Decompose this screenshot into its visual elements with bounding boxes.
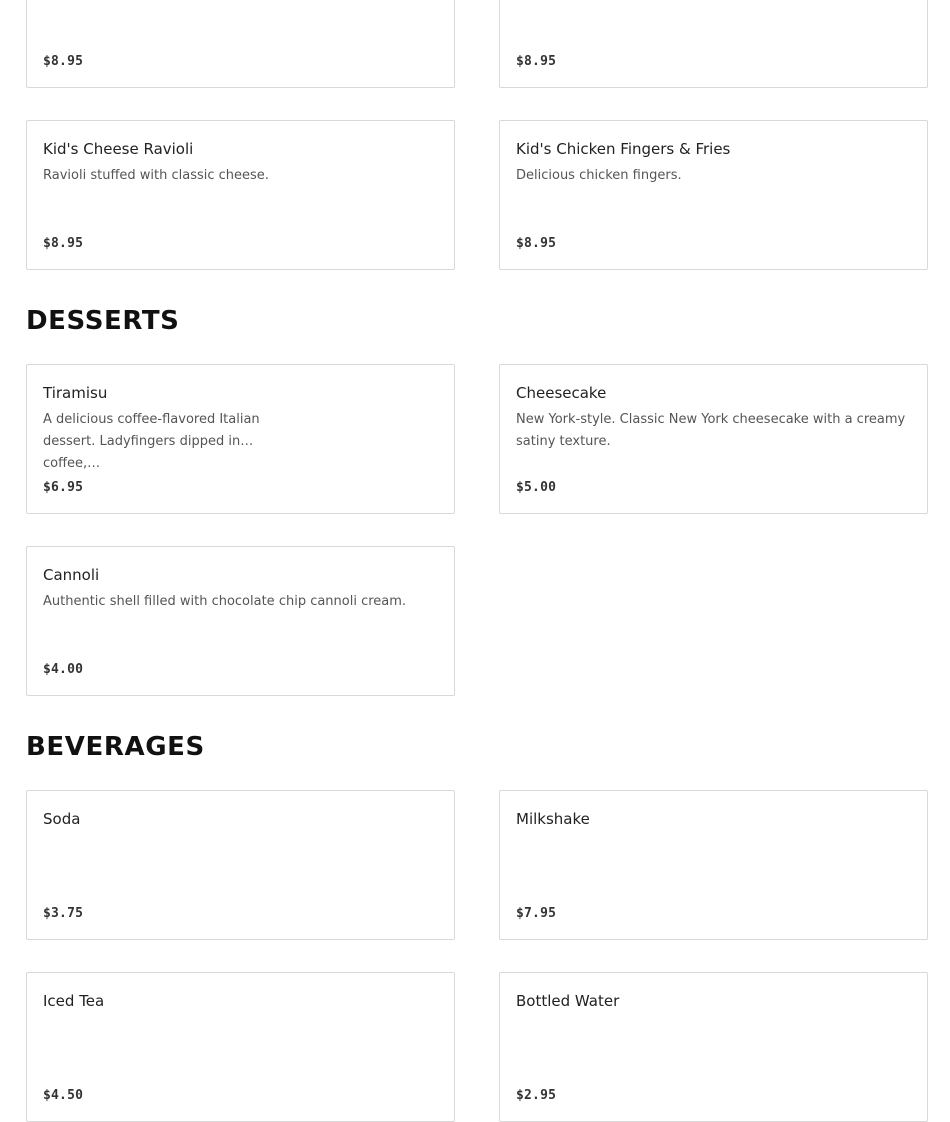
menu-item-card[interactable] [26, 0, 455, 88]
item-name: Soda [43, 810, 81, 828]
item-name: Bottled Water [516, 992, 620, 1010]
item-description: Delicious chicken fingers. [516, 168, 682, 183]
item-price: $4.50 [43, 1088, 84, 1103]
item-price: $7.95 [516, 906, 557, 921]
item-price: $8.95 [43, 54, 84, 69]
item-price: $8.95 [516, 54, 557, 69]
item-name: Milkshake [516, 810, 590, 828]
menu-item-card[interactable] [499, 790, 928, 940]
item-name: Tiramisu [43, 384, 108, 402]
item-description: Authentic shell filled with chocolate chip cannoli cream. [43, 594, 407, 609]
item-description: New York-style. Classic New York cheesecake with a creamy satiny texture. [516, 412, 906, 449]
item-name: Iced Tea [43, 992, 105, 1010]
kids-menu-grid [26, 0, 928, 270]
item-description: A delicious coffee-flavored Italian dessert. Ladyfingers dipped in coffee,… [43, 412, 260, 471]
section-title-beverages: BEVERAGES [26, 732, 205, 762]
desserts-menu-grid [26, 364, 928, 696]
menu-item-card[interactable] [499, 0, 928, 88]
beverages-menu-grid [26, 790, 928, 1122]
item-price: $2.95 [516, 1088, 557, 1103]
item-price: $8.95 [516, 236, 557, 251]
menu-item-card[interactable] [26, 120, 455, 270]
menu-item-card[interactable] [26, 790, 455, 940]
menu-item-card[interactable] [26, 364, 455, 514]
menu-item-card[interactable] [499, 972, 928, 1122]
item-description: Ravioli stuffed with classic cheese. [43, 168, 269, 183]
section-title-desserts: DESSERTS [26, 306, 180, 336]
menu-item-card[interactable] [499, 364, 928, 514]
menu-item-card[interactable] [499, 120, 928, 270]
item-price: $4.00 [43, 662, 84, 677]
item-price: $3.75 [43, 906, 84, 921]
item-price: $8.95 [43, 236, 84, 251]
item-price: $6.95 [43, 480, 84, 495]
item-name: Kid's Chicken Fingers & Fries [516, 140, 731, 158]
item-name: Cheesecake [516, 384, 607, 402]
item-name: Kid's Cheese Ravioli [43, 140, 194, 158]
menu-page [26, 0, 928, 1122]
item-name: Cannoli [43, 566, 100, 584]
menu-item-card[interactable] [26, 972, 455, 1122]
item-price: $5.00 [516, 480, 557, 495]
menu-item-card[interactable] [26, 546, 455, 696]
